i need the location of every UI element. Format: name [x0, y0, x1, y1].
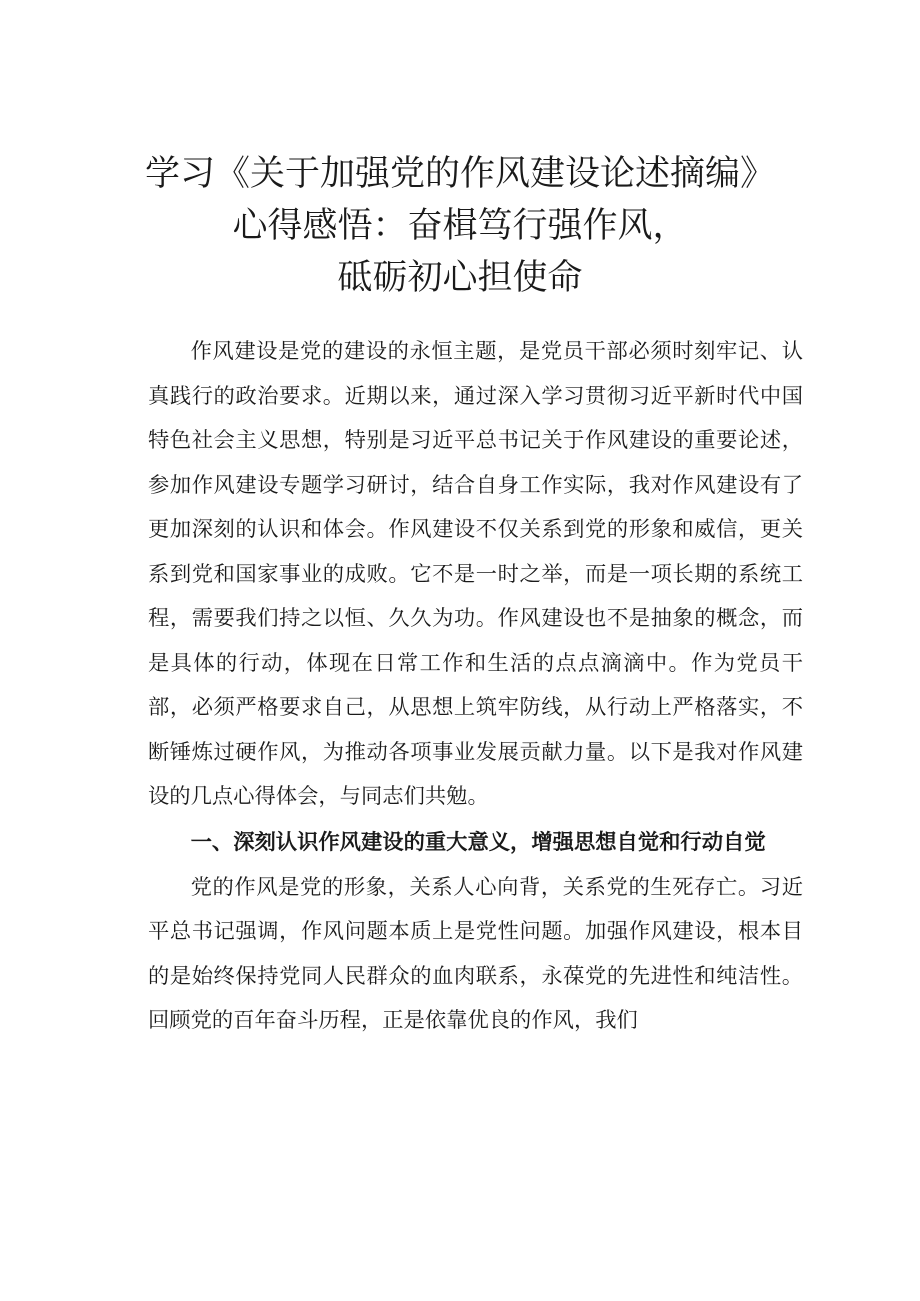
section-1-paragraph: 党的作风是党的形象，关系人心向背，关系党的生死存亡。习近平总书记强调，作风问题本质上是党性问题。加强作风建设，根本目的是始终保持党同人民群众的血肉联系，永葆党的先进性和纯洁性。回顾党的百年奋斗历程，正是依靠优良的作风，我们 [148, 874, 803, 1033]
title-line-2: 心得感悟：奋楫笃行强作风， [232, 206, 688, 246]
intro-paragraph: 作风建设是党的建设的永恒主题，是党员干部必须时刻牢记、认真践行的政治要求。近期以来，通过深入学习贯彻习近平新时代中国特色社会主义思想，特别是习近平总书记关于作风建设的重要论述，参加作风建设专题学习研讨，结合自身工作实际，我对作风建设有了更加深刻的认识和体会。作风建设不仅关系到党的形象和威信，更关系到党和国家事业的成败。它不是一时之举，而是一项长期的系统工程，需要我们持之以恒、久久为功。作风建设也不是抽象的概念，而是具体的行动，体现在日常工作和生活的点点滴滴中。作为党员干部，必须严格要求自己，从思想上筑牢防线，从行动上严格落实，不断锤炼过硬作风，为推动各项事业发展贡献力量。以下是我对作风建设的几点心得体会，与同志们共勉。 [148, 339, 803, 809]
document-title [100, 148, 820, 304]
title-line-3: 砥砺初心担使命 [337, 258, 583, 298]
title-line-1: 学习《关于加强党的作风建设论述摘编》 [144, 154, 775, 194]
document-body [148, 330, 803, 1044]
section-heading-1: 一、深刻认识作风建设的重大意义，增强思想自觉和行动自觉 [190, 829, 766, 855]
